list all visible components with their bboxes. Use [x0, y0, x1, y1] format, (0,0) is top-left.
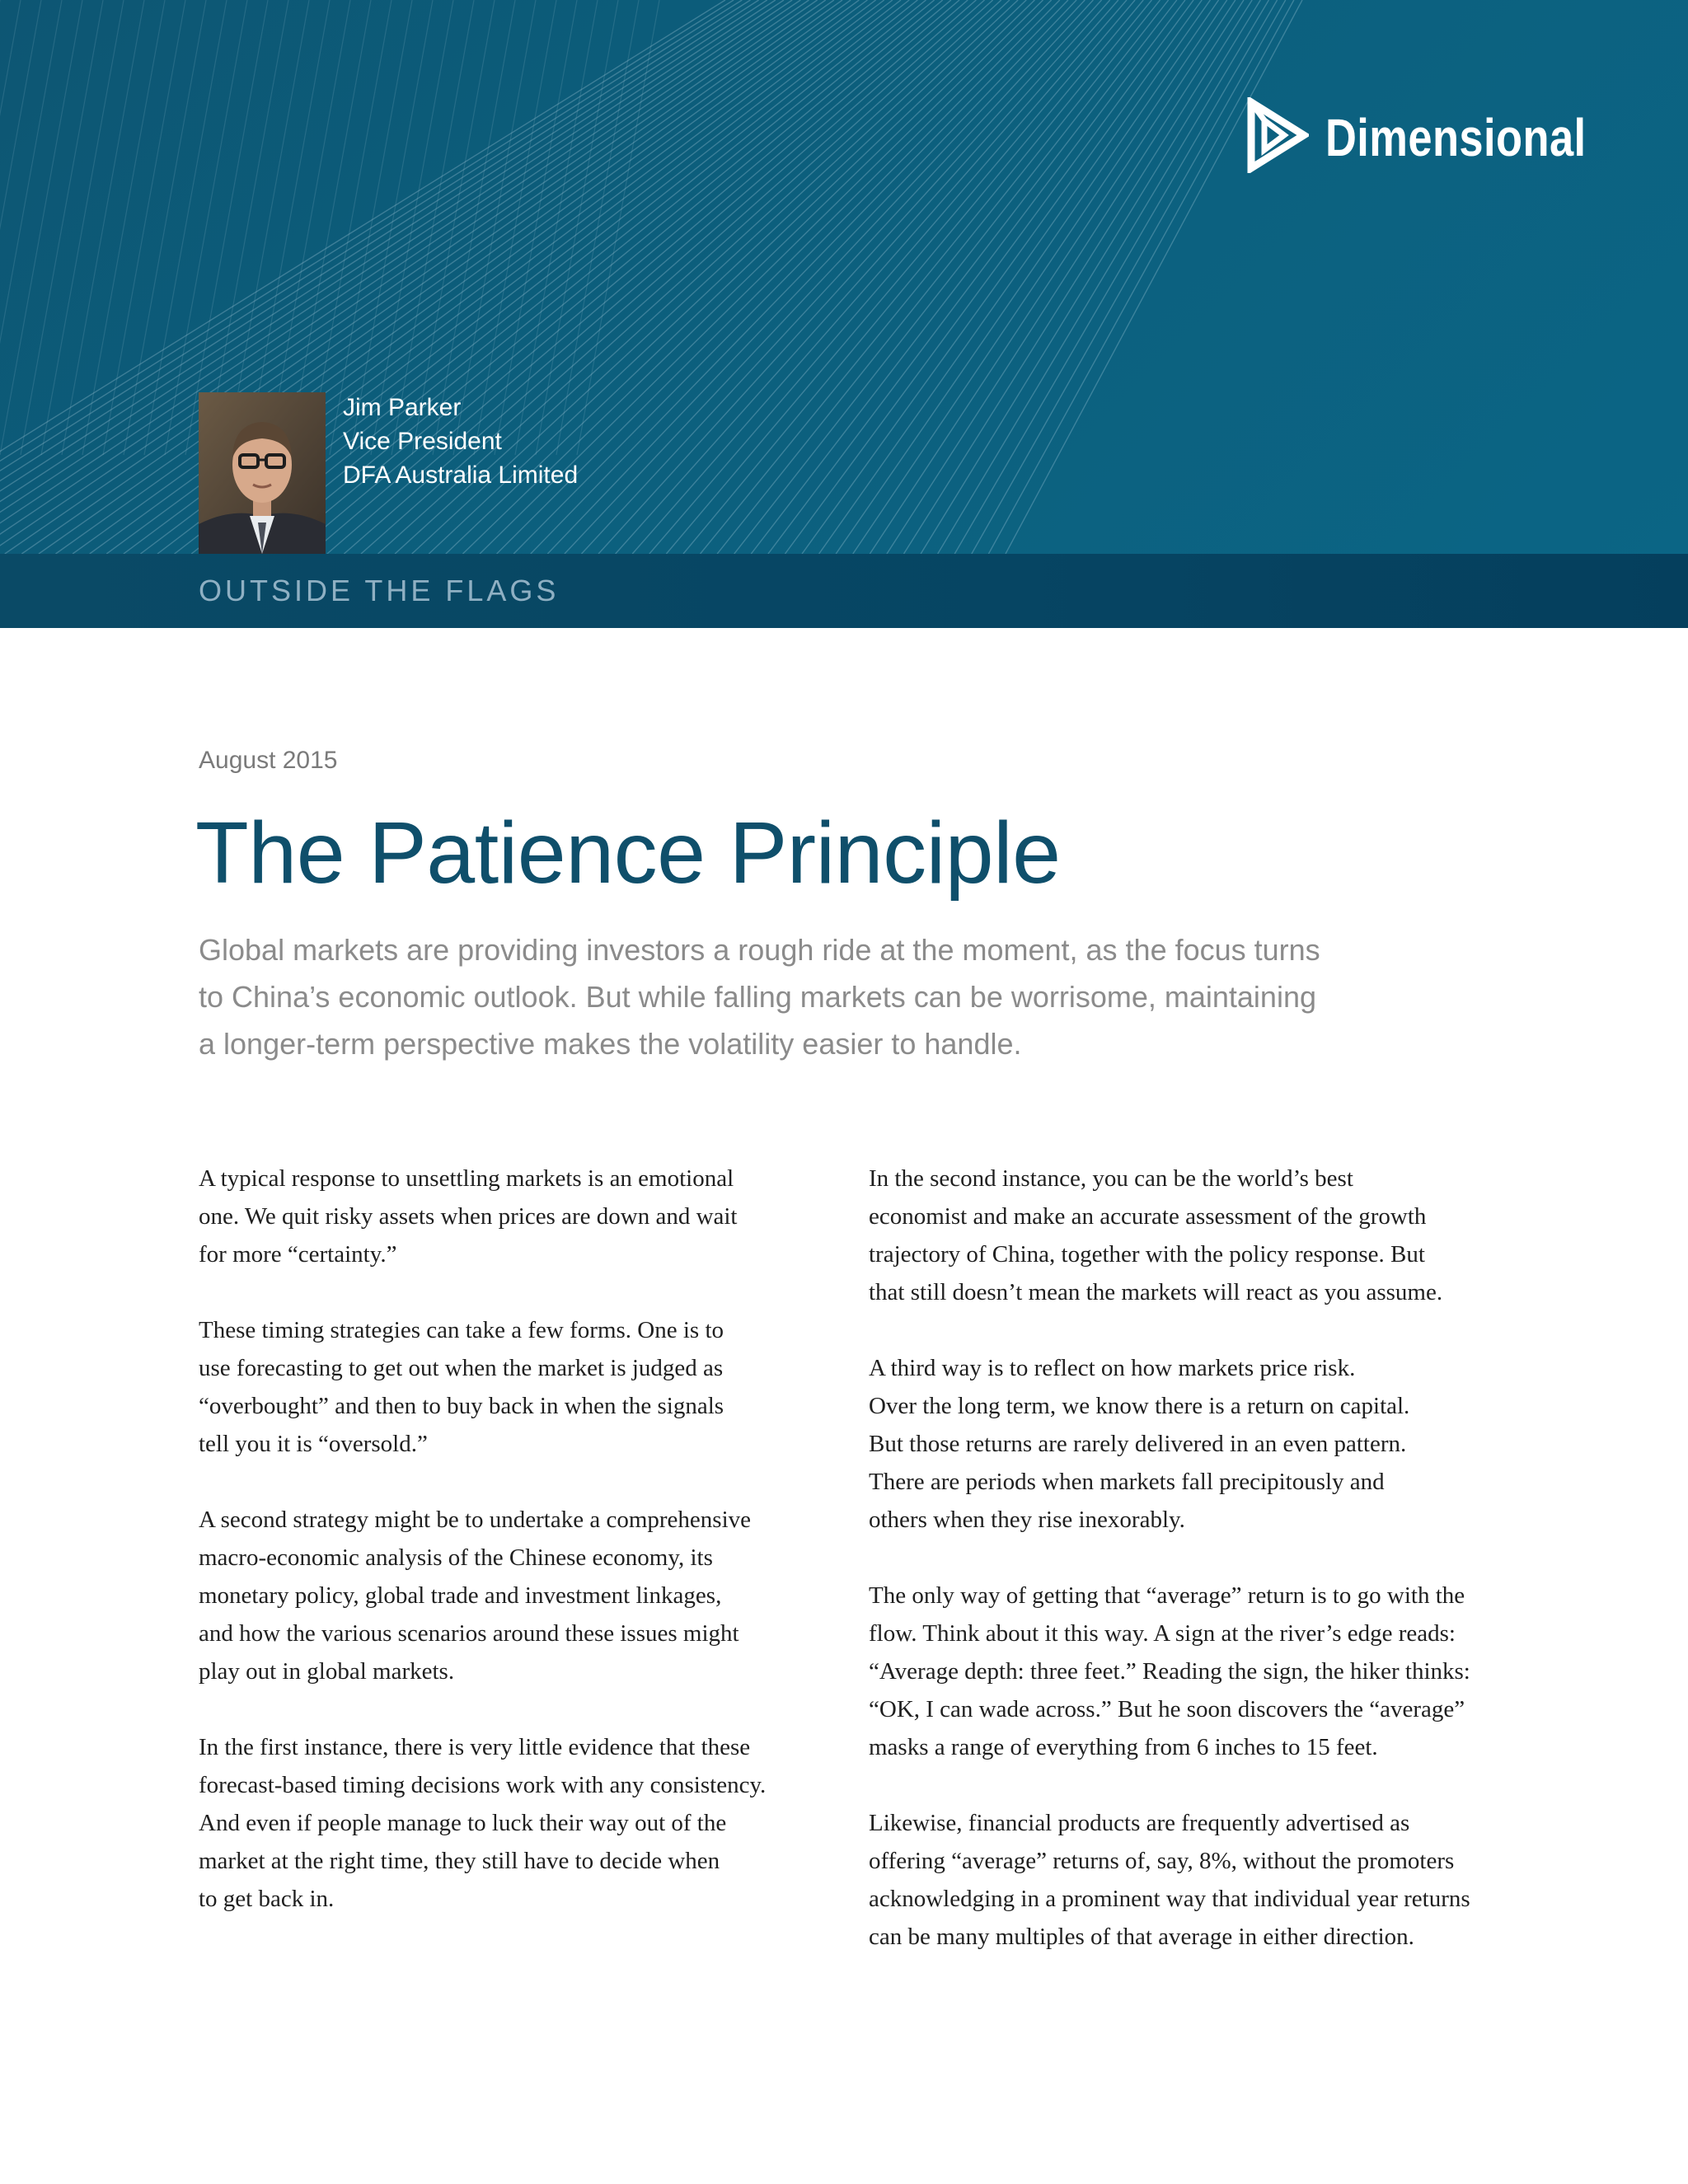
- decorative-line: [21, 0, 103, 455]
- lede-line: to China’s economic outlook. But while falling markets can be worrisome, maintaining: [199, 980, 1316, 1014]
- decorative-line: [41, 0, 124, 455]
- decorative-line: [330, 0, 412, 455]
- author-photo: [199, 392, 326, 554]
- decorative-line: [474, 0, 556, 455]
- author-name: Jim Parker: [343, 394, 462, 421]
- body-line: And even if people manage to luck their way out of the: [199, 1810, 727, 1836]
- body-line: use forecasting to get out when the market is judged as: [199, 1355, 724, 1381]
- body-line: acknowledging in a prominent way that individual year returns: [869, 1886, 1470, 1912]
- body-line: “overbought” and then to buy back in when the signals: [199, 1393, 724, 1419]
- decorative-line: [144, 0, 227, 455]
- decorative-line: [701, 0, 1152, 554]
- decorative-line: [268, 0, 350, 455]
- body-paragraph: [869, 1160, 1512, 1311]
- body-line: A typical response to unsettling markets is an emotional: [199, 1165, 734, 1192]
- decorative-line: [497, 0, 1052, 554]
- body-paragraph: [869, 1349, 1512, 1539]
- body-line: A third way is to reflect on how markets price risk.: [869, 1355, 1356, 1381]
- body-line: masks a range of everything from 6 inches to 15 feet.: [869, 1734, 1378, 1760]
- body-line: The only way of getting that “average” return is to go with the: [869, 1582, 1465, 1609]
- page-title: The Patience Principle: [195, 804, 1061, 902]
- series-label: OUTSIDE THE FLAGS: [199, 574, 560, 607]
- decorative-line: [547, 0, 1076, 554]
- author-role: Vice President: [343, 428, 502, 455]
- body-line: In the first instance, there is very little evidence that these: [199, 1734, 751, 1760]
- decorative-line: [785, 0, 1193, 554]
- body-line: that still doesn’t mean the markets will react as you assume.: [869, 1279, 1443, 1305]
- body-column-left: [199, 1160, 825, 1956]
- decorative-line: [836, 0, 1218, 554]
- decorative-line: [124, 0, 206, 455]
- decorative-line: [577, 0, 659, 455]
- brand-logo[interactable]: [1246, 97, 1643, 177]
- body-paragraph: [199, 1728, 825, 1918]
- body-line: These timing strategies can take a few forms. One is to: [199, 1317, 724, 1343]
- body-line: But those returns are rarely delivered in an even pattern.: [869, 1431, 1407, 1457]
- decorative-line: [227, 0, 309, 455]
- decorative-line: [0, 0, 62, 455]
- body-line: one. We quit risky assets when prices are down and wait: [199, 1203, 738, 1230]
- body-line: macro-economic analysis of the Chinese economy, its: [199, 1544, 713, 1571]
- body-column-right: [869, 1160, 1512, 1994]
- article-lede: [199, 926, 1402, 1067]
- decorative-line: [582, 0, 1094, 554]
- decorative-line: [82, 0, 165, 455]
- lede-line: Global markets are providing investors a rough ride at the moment, as the focus turns: [199, 933, 1320, 967]
- decorative-line: [412, 0, 495, 455]
- decorative-line: [165, 0, 247, 455]
- author-company: DFA Australia Limited: [343, 462, 579, 489]
- decorative-line: [904, 0, 1253, 554]
- decorative-line: [598, 0, 1101, 554]
- body-paragraph: [199, 1160, 825, 1273]
- decorative-line: [103, 0, 185, 455]
- decorative-line: [495, 0, 577, 455]
- decorative-line: [288, 0, 371, 455]
- decorative-line: [632, 0, 1118, 554]
- decorative-line: [565, 0, 1085, 554]
- body-line: A second strategy might be to undertake a comprehensive: [199, 1507, 752, 1533]
- body-line: Likewise, financial products are frequently advertised as: [869, 1810, 1410, 1836]
- decorative-line: [972, 0, 1286, 554]
- body-line: offering “average” returns of, say, 8%, without the promoters: [869, 1848, 1455, 1874]
- body-line: can be many multiples of that average in either direction.: [869, 1924, 1414, 1950]
- decorative-line: [921, 0, 1260, 554]
- body-line: for more “certainty.”: [199, 1241, 397, 1268]
- body-paragraph: [199, 1311, 825, 1463]
- body-line: tell you it is “oversold.”: [199, 1431, 428, 1457]
- body-line: In the second instance, you can be the world’s best: [869, 1165, 1353, 1192]
- decorative-line: [556, 0, 639, 455]
- decorative-line: [453, 0, 536, 455]
- body-line: monetary policy, global trade and investment linkages,: [199, 1582, 722, 1609]
- decorative-line: [513, 0, 1060, 554]
- decorative-line: [751, 0, 1177, 554]
- decorative-line: [0, 0, 82, 455]
- decorative-line: [819, 0, 1211, 554]
- body-line: forecast-based timing decisions work with any consistency.: [199, 1772, 767, 1798]
- decorative-line: [185, 0, 268, 455]
- body-line: “Average depth: three feet.” Reading the sign, the hiker thinks:: [869, 1658, 1470, 1685]
- lede-line: a longer-term perspective makes the volatility easier to handle.: [199, 1027, 1022, 1061]
- decorative-line: [309, 0, 392, 455]
- body-line: flow. Think about it this way. A sign at the river’s edge reads:: [869, 1620, 1456, 1647]
- brand-name: Dimensional: [1325, 107, 1587, 167]
- decorative-line: [392, 0, 474, 455]
- body-line: trajectory of China, together with the policy response. But: [869, 1241, 1425, 1268]
- body-line: play out in global markets.: [199, 1658, 455, 1685]
- body-line: and how the various scenarios around these issues might: [199, 1620, 739, 1647]
- decorative-line: [649, 0, 1127, 554]
- body-line: There are periods when markets fall precipitously and: [869, 1469, 1385, 1495]
- author-info: [343, 391, 578, 492]
- body-line: “OK, I can wade across.” But he soon discovers the “average”: [869, 1696, 1465, 1722]
- decorative-line: [870, 0, 1235, 554]
- decorative-line: [768, 0, 1185, 554]
- body-paragraph: [869, 1577, 1512, 1766]
- decorative-line: [1006, 0, 1302, 554]
- decorative-line: [0, 0, 21, 455]
- body-line: others when they rise inexorably.: [869, 1507, 1185, 1533]
- decorative-line: [247, 0, 330, 455]
- decorative-line: [853, 0, 1227, 554]
- article-date: August 2015: [199, 747, 338, 774]
- body-line: market at the right time, they still have to decide when: [199, 1848, 720, 1874]
- body-line: Over the long term, we know there is a return on capital.: [869, 1393, 1410, 1419]
- body-paragraph: [199, 1501, 825, 1690]
- body-line: to get back in.: [199, 1886, 335, 1912]
- decorative-line: [683, 0, 1143, 554]
- body-paragraph: [869, 1804, 1512, 1956]
- dimensional-logo-icon: [1246, 97, 1309, 177]
- body-line: economist and make an accurate assessment of the growth: [869, 1203, 1427, 1230]
- decorative-line: [954, 0, 1277, 554]
